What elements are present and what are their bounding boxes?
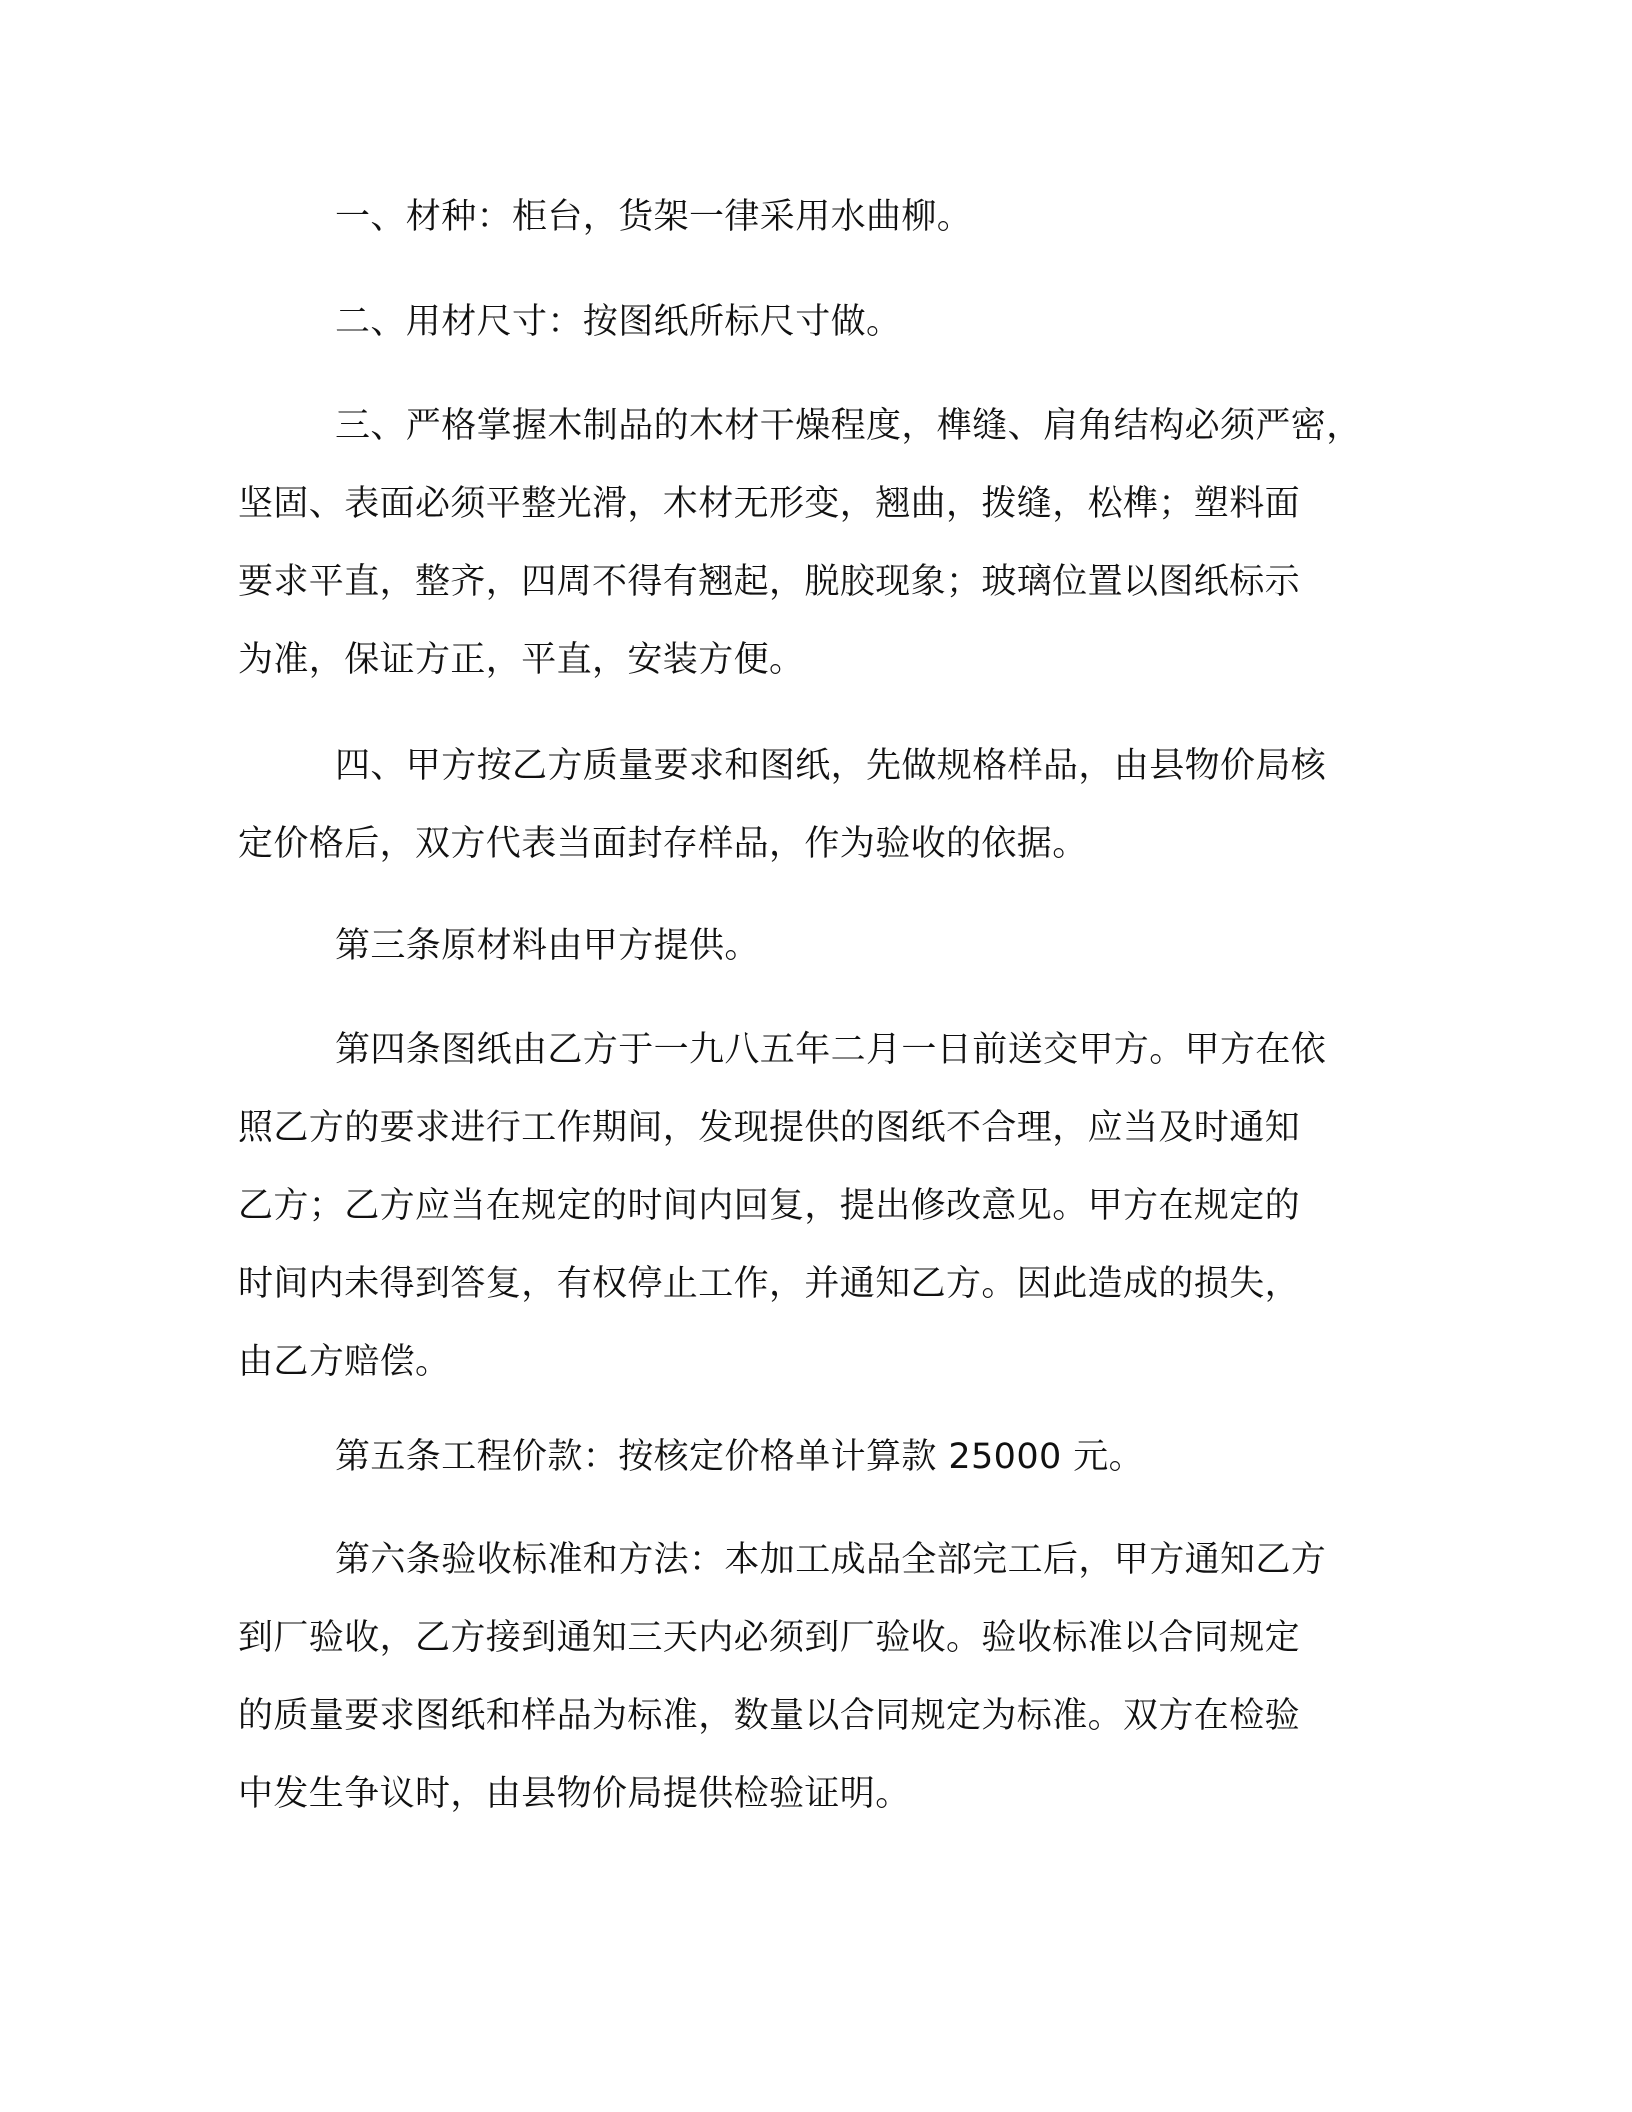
text-line: 由乙方赔偿。 <box>238 1342 451 1382</box>
text-line: 的质量要求图纸和样品为标准，数量以合同规定为标准。双方在检验 <box>238 1696 1301 1736</box>
text-line: 到厂验收，乙方接到通知三天内必须到厂验收。验收标准以合同规定 <box>238 1618 1301 1658</box>
text-line: 为准，保证方正，平直，安装方便。 <box>238 640 805 680</box>
clause-quality-requirements <box>238 387 1362 699</box>
clause-samples <box>238 727 1326 883</box>
text-line: 中发生争议时，由县物价局提供检验证明。 <box>238 1774 911 1814</box>
text-line: 三、严格掌握木制品的木材干燥程度，榫缝、肩角结构必须严密， <box>335 406 1362 446</box>
article-6-acceptance <box>238 1521 1326 1833</box>
text-line: 坚固、表面必须平整光滑，木材无形变，翘曲，拨缝，松榫；塑料面 <box>238 484 1301 524</box>
text-line: 要求平直，整齐，四周不得有翘起，脱胶现象；玻璃位置以图纸标示 <box>238 562 1301 602</box>
text-line: 一、材种：柜台，货架一律采用水曲柳。 <box>335 197 973 237</box>
clause-material-size <box>335 283 901 361</box>
text-line: 定价格后，双方代表当面封存样品，作为验收的依据。 <box>238 824 1088 864</box>
article-3-raw-materials <box>335 907 760 985</box>
text-line: 第五条工程价款：按核定价格单计算款 25000 元。 <box>335 1437 1144 1477</box>
text-line: 四、甲方按乙方质量要求和图纸，先做规格样品，由县物价局核 <box>335 746 1327 786</box>
article-4-drawings <box>238 1011 1326 1401</box>
text-line: 时间内未得到答复，有权停止工作，并通知乙方。因此造成的损失， <box>238 1264 1301 1304</box>
text-line: 照乙方的要求进行工作期间，发现提供的图纸不合理，应当及时通知 <box>238 1108 1301 1148</box>
text-line: 第六条验收标准和方法：本加工成品全部完工后，甲方通知乙方 <box>335 1540 1327 1580</box>
text-line: 第四条图纸由乙方于一九八五年二月一日前送交甲方。甲方在依 <box>335 1030 1327 1070</box>
article-5-project-price <box>335 1418 1144 1496</box>
text-line: 二、用材尺寸：按图纸所标尺寸做。 <box>335 302 902 342</box>
text-line: 乙方；乙方应当在规定的时间内回复，提出修改意见。甲方在规定的 <box>238 1186 1301 1226</box>
clause-material-type <box>335 178 972 256</box>
text-line: 第三条原材料由甲方提供。 <box>335 926 760 966</box>
